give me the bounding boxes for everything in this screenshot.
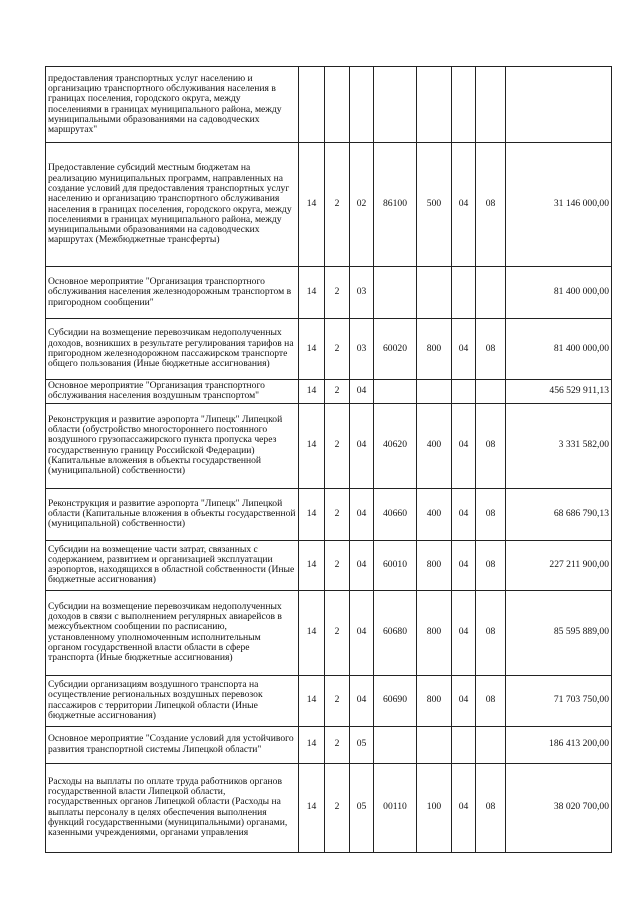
code-cell-7: 08 [476,763,506,852]
code-cell-4: 00110 [374,763,417,852]
code-cell-5: 800 [417,319,452,380]
row-name-cell: Расходы на выплаты по оплате труда работников органов государственной власти Липецкой области, государственных органов Липецкой области (Расходы на выплаты персоналу в целях обеспечения выполнения функций государственными (муниципальными) органами, казенными учреждениями, органами управления [46,763,299,852]
code-cell-7 [476,67,506,143]
code-cell-1: 14 [299,319,325,380]
amount-cell: 68 686 790,13 [506,488,612,540]
amount-cell: 456 529 911,13 [506,380,612,404]
code-cell-5: 800 [417,590,452,675]
code-cell-7: 08 [476,143,506,267]
code-cell-3: 03 [350,267,374,319]
amount-cell: 3 331 582,00 [506,403,612,488]
code-cell-3: 02 [350,143,374,267]
code-cell-2: 2 [325,726,350,763]
code-cell-1 [299,67,325,143]
table-row [46,726,612,763]
code-cell-3 [350,67,374,143]
code-cell-5 [417,267,452,319]
code-cell-7 [476,726,506,763]
code-cell-1: 14 [299,763,325,852]
row-name-cell: Субсидии на возмещение части затрат, связанных с содержанием, развитием и организацией эксплуатации аэропортов, находящихся в областной собственности (Иные бюджетные ассигнования) [46,540,299,590]
code-cell-1: 14 [299,143,325,267]
code-cell-2: 2 [325,675,350,726]
code-cell-5: 100 [417,763,452,852]
code-cell-1: 14 [299,380,325,404]
code-cell-5: 800 [417,540,452,590]
code-cell-3: 05 [350,763,374,852]
code-cell-4: 60680 [374,590,417,675]
code-cell-4 [374,380,417,404]
amount-cell [506,67,612,143]
code-cell-2: 2 [325,267,350,319]
code-cell-7: 08 [476,590,506,675]
code-cell-1: 14 [299,540,325,590]
amount-cell: 85 595 889,00 [506,590,612,675]
code-cell-3: 04 [350,403,374,488]
code-cell-6: 04 [452,763,476,852]
table-row [46,540,612,590]
row-name-cell: Предоставление субсидий местным бюджетам на реализацию муниципальных программ, направленных на создание условий для предоставления транспортных услуг населению и организацию транспортного обслуживания населения в границах поселения, городского округа, между поселениями в границах муниципального района, между муниципальными образованиями на садоводческих маршрутах (Межбюджетные трансферты) [46,143,299,267]
code-cell-6: 04 [452,590,476,675]
row-name-cell: Основное мероприятие "Организация транспортного обслуживания населения железнодорожным транспортом в пригородном сообщении" [46,267,299,319]
code-cell-7: 08 [476,319,506,380]
code-cell-7 [476,267,506,319]
amount-cell: 186 413 200,00 [506,726,612,763]
code-cell-1: 14 [299,726,325,763]
amount-cell: 71 703 750,00 [506,675,612,726]
code-cell-3: 04 [350,675,374,726]
table-row [46,319,612,380]
code-cell-3: 04 [350,590,374,675]
code-cell-2: 2 [325,488,350,540]
code-cell-2: 2 [325,319,350,380]
code-cell-4 [374,726,417,763]
code-cell-2: 2 [325,590,350,675]
code-cell-2: 2 [325,763,350,852]
code-cell-1: 14 [299,675,325,726]
table-row [46,67,612,143]
code-cell-6: 04 [452,488,476,540]
code-cell-7 [476,380,506,404]
amount-cell: 227 211 900,00 [506,540,612,590]
row-name-cell: Субсидии организациям воздушного транспорта на осуществление региональных воздушных перевозок пассажиров с территории Липецкой области (Иные бюджетные ассигнования) [46,675,299,726]
row-name-cell: Субсидии на возмещение перевозчикам недополученных доходов, возникших в результате регулирования тарифов на пригородном железнодорожном пассажирском транспорте общего пользования (Иные бюджетные ассигнования) [46,319,299,380]
amount-cell: 38 020 700,00 [506,763,612,852]
table-row [46,763,612,852]
code-cell-6: 04 [452,319,476,380]
code-cell-6: 04 [452,675,476,726]
amount-cell: 81 400 000,00 [506,319,612,380]
code-cell-4: 40660 [374,488,417,540]
code-cell-3: 04 [350,380,374,404]
code-cell-5: 400 [417,488,452,540]
code-cell-6 [452,726,476,763]
code-cell-5: 500 [417,143,452,267]
code-cell-6 [452,67,476,143]
code-cell-2: 2 [325,540,350,590]
row-name-cell: Основное мероприятие "Создание условий для устойчивого развития транспортной системы Липецкой области" [46,726,299,763]
row-name-cell: предоставления транспортных услуг населению и организацию транспортного обслуживания населения в границах поселения, городского округа, между поселениями в границах муниципального района, между муниципальными образованиями на садоводческих маршрутах" [46,67,299,143]
code-cell-4: 40620 [374,403,417,488]
code-cell-4 [374,267,417,319]
amount-cell: 31 146 000,00 [506,143,612,267]
code-cell-5 [417,380,452,404]
table-row [46,590,612,675]
code-cell-1: 14 [299,590,325,675]
row-name-cell: Реконструкция и развитие аэропорта "Липецк" Липецкой области (Капитальные вложения в объекты государственной (муниципальной) собственности) [46,488,299,540]
table-row [46,675,612,726]
table-row [46,267,612,319]
code-cell-1: 14 [299,403,325,488]
code-cell-1: 14 [299,488,325,540]
code-cell-6 [452,267,476,319]
code-cell-2: 2 [325,143,350,267]
budget-table [45,66,612,853]
code-cell-5: 400 [417,403,452,488]
table-row [46,488,612,540]
code-cell-6 [452,380,476,404]
code-cell-7: 08 [476,488,506,540]
code-cell-4: 60010 [374,540,417,590]
code-cell-3: 03 [350,319,374,380]
code-cell-3: 04 [350,540,374,590]
code-cell-6: 04 [452,403,476,488]
code-cell-6: 04 [452,143,476,267]
table-row [46,143,612,267]
row-name-cell: Основное мероприятие "Организация транспортного обслуживания населения воздушным транспортом" [46,380,299,404]
code-cell-7: 08 [476,540,506,590]
code-cell-6: 04 [452,540,476,590]
code-cell-7: 08 [476,403,506,488]
row-name-cell: Реконструкция и развитие аэропорта "Липецк" Липецкой области (обустройство многостороннего постоянного воздушного грузопассажирского пункта пропуска через государственную границу Российской Федерации) (Капитальные вложения в объекты государственной (муниципальной) собственности) [46,403,299,488]
code-cell-4: 60690 [374,675,417,726]
row-name-cell: Субсидии на возмещение перевозчикам недополученных доходов в связи с выполнением регулярных авиарейсов в межсубъектном сообщении по расписанию, установленному уполномоченным исполнительным органом государственной власти области в сфере транспорта (Иные бюджетные ассигнования) [46,590,299,675]
code-cell-4: 60020 [374,319,417,380]
code-cell-2: 2 [325,380,350,404]
code-cell-4 [374,67,417,143]
table-body [46,67,612,853]
code-cell-5 [417,726,452,763]
table-row [46,380,612,404]
code-cell-4: 86100 [374,143,417,267]
code-cell-3: 05 [350,726,374,763]
code-cell-5: 800 [417,675,452,726]
code-cell-1: 14 [299,267,325,319]
code-cell-2: 2 [325,403,350,488]
code-cell-3: 04 [350,488,374,540]
table-row [46,403,612,488]
code-cell-5 [417,67,452,143]
amount-cell: 81 400 000,00 [506,267,612,319]
code-cell-7: 08 [476,675,506,726]
code-cell-2 [325,67,350,143]
